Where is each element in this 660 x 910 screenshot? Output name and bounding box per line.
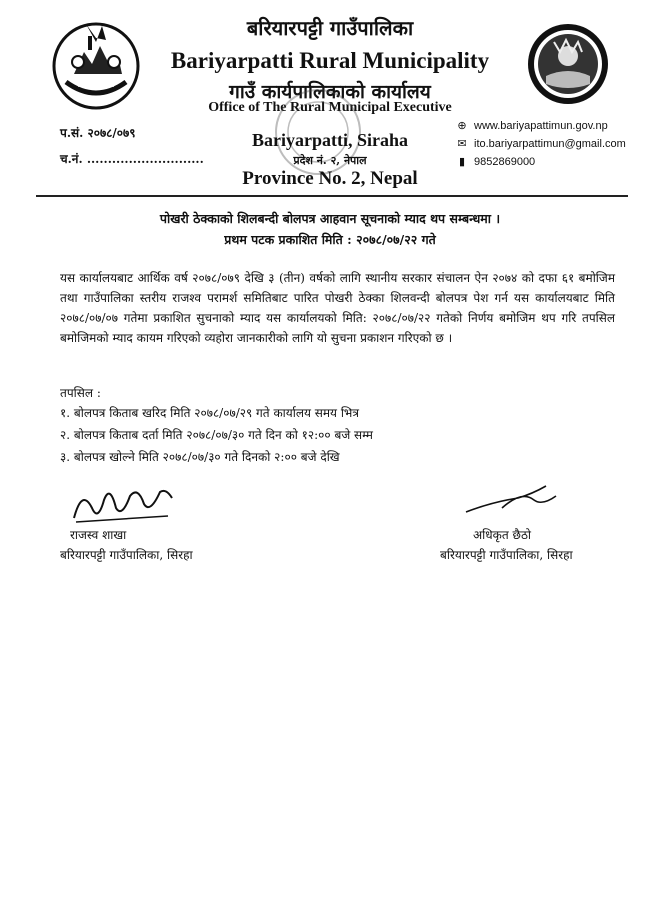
left-signatory-title: राजस्व शाखा — [70, 528, 127, 542]
municipality-name-english: Bariyarpatti Rural Municipality — [170, 48, 490, 73]
dispatch-number: च.नं. ............................ — [60, 152, 204, 166]
notice-subject: पोखरी ठेक्काको शिलबन्दी बोलपत्र आहवान सूचनाको म्याद थप सम्बन्धमा । — [159, 211, 501, 226]
first-published-date: प्रथम पटक प्रकाशित मिति : २०७८/०७/२२ गते — [224, 232, 436, 247]
globe-icon: ⊕ — [457, 120, 467, 132]
reference-number: प.सं. २०७८/०७९ — [60, 126, 136, 140]
nepal-emblem-logo — [48, 16, 144, 112]
mail-icon: ✉ — [457, 138, 467, 150]
phone-icon: ▮ — [458, 156, 466, 168]
contact-email — [456, 137, 626, 150]
phone-text: 9852869000 — [474, 156, 536, 168]
office-name-nepali: गाउँ कार्यपालिकाको कार्यालय — [229, 81, 431, 103]
email-text: ito.bariyarpattimun@gmail.com — [474, 138, 626, 150]
office-name-english: Office of The Rural Municipal Executive — [208, 100, 452, 115]
right-signatory-title: अधिकृत छैठो — [473, 528, 532, 542]
header-divider — [36, 195, 628, 197]
municipality-seal-logo — [526, 22, 610, 106]
right-signature — [462, 480, 562, 520]
left-signatory-org: बरियारपट्टी गाउँपालिका, सिरहा — [60, 548, 193, 562]
details-item: १. बोलपत्र किताब खरिद मिति २०७८/०७/२९ गते कार्यालय समय भित्र — [60, 406, 359, 420]
contact-website — [456, 119, 608, 132]
right-signatory-org: बरियारपट्टी गाउँपालिका, सिरहा — [440, 548, 573, 562]
website-text: www.bariyapattimun.gov.np — [474, 120, 608, 132]
details-item: २. बोलपत्र किताब दर्ता मिति २०७८/०७/३० गते दिन को १२:०० बजे सम्म — [60, 428, 373, 442]
details-item: ३. बोलपत्र खोल्ने मिति २०७८/०७/३० गते दिनको २:०० बजे देखि — [60, 450, 340, 464]
details-heading: तपसिल : — [60, 386, 101, 400]
notice-body: यस कार्यालयबाट आर्थिक वर्ष २०७८/०७९ देखि ३ (तीन) वर्षको लागि स्थानीय सरकार संचालन ऐन २०७४ को दफा ६१ बमोजिम तथा गाउँपालिका स्तरीय राजश्व परामर्श समितिबाट पारित पोखरी ठेक्का शिलवन्दी बोलपत्र पेश गर्न यस कार्यालयबाट मिति २०७८/०७/०७ गतेमा प्रकाशित सुचनाको म्याद यस कार्यालयको मिति: २०७८/०७/२२ गतेको निर्णय बमोजिम थप गरि तपसिल बमोजिमको म्याद कायम गरिएको व्यहोरा जानकारीको लागि यो सुचना प्रकाशन गरिएको छ । — [60, 271, 616, 345]
municipality-name-nepali: बरियारपट्टी गाउँपालिका — [246, 16, 414, 40]
state-name-nepali: प्रदेश नं. २, नेपाल — [293, 154, 367, 167]
contact-phone — [456, 155, 535, 168]
province-name: Province No. 2, Nepal — [242, 168, 418, 189]
place-name: Bariyarpatti, Siraha — [252, 130, 408, 150]
left-signature — [68, 478, 178, 528]
